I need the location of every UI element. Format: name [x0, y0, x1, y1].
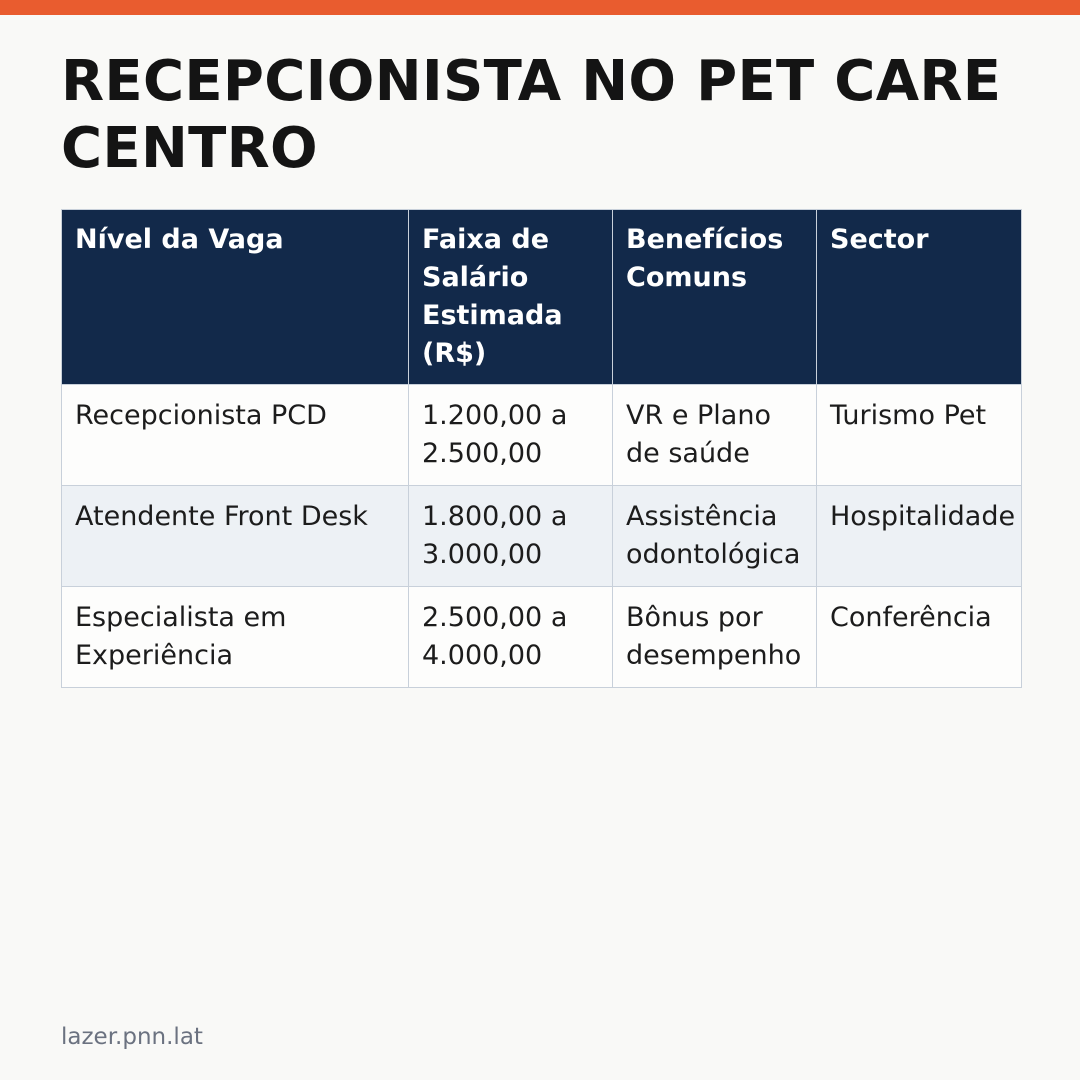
cell-sector: Hospitalidade: [817, 486, 1022, 587]
cell-sector: Conferência: [817, 587, 1022, 688]
page-title: RECEPCIONISTA NO PET CARE CENTRO: [61, 49, 1002, 181]
cell-nivel: Especialista em Experiência: [62, 587, 409, 688]
salary-table-container: [61, 209, 1021, 688]
table-row: [62, 486, 1022, 587]
salary-table: [61, 209, 1022, 688]
header-faixa-de-salario: Faixa de Salário Estimada (R$): [409, 210, 613, 385]
cell-beneficios: VR e Plano de saúde: [613, 385, 817, 486]
cell-faixa: 1.800,00 a 3.000,00: [409, 486, 613, 587]
cell-sector: Turismo Pet: [817, 385, 1022, 486]
cell-beneficios: Bônus por desempenho: [613, 587, 817, 688]
table-row: [62, 587, 1022, 688]
cell-faixa: 1.200,00 a 2.500,00: [409, 385, 613, 486]
table-header-row: [62, 210, 1022, 385]
cell-faixa: 2.500,00 a 4.000,00: [409, 587, 613, 688]
table-row: [62, 385, 1022, 486]
cell-beneficios: Assistência odontológica: [613, 486, 817, 587]
header-sector: Sector: [817, 210, 1022, 385]
cell-nivel: Atendente Front Desk: [62, 486, 409, 587]
cell-nivel: Recepcionista PCD: [62, 385, 409, 486]
accent-bar: [0, 0, 1080, 15]
footer-site-url: lazer.pnn.lat: [61, 1024, 203, 1050]
header-nivel-da-vaga: Nível da Vaga: [62, 210, 409, 385]
header-beneficios-comuns: Benefícios Comuns: [613, 210, 817, 385]
